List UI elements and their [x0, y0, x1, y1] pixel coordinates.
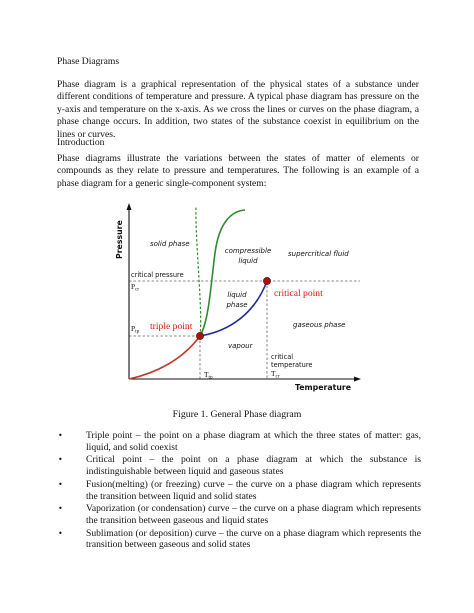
p-cr-label: $P_{cr}$	[131, 282, 140, 293]
phase-diagram-figure	[95, 201, 380, 392]
introduction-paragraph: Phase diagrams illustrate the variations between the states of matter of elements or compounds as they relate to pressure and temperatures. The following is an example of a phase diagram for a generic single-component system:	[57, 153, 419, 189]
x-axis-label: Temperature	[294, 383, 352, 392]
critical-pressure-label: critical pressure	[131, 271, 184, 279]
bullet-icon: •	[58, 455, 63, 465]
bullet-icon: •	[58, 528, 63, 538]
page-title: Phase Diagrams	[57, 56, 120, 67]
vapour-label: vapour	[228, 342, 253, 350]
compressible-liquid-label: liquid	[238, 257, 258, 265]
gaseous-phase-label: gaseous phase	[293, 321, 346, 329]
supercritical-fluid-label: supercritical fluid	[288, 250, 349, 258]
critical-point-label: critical point	[274, 288, 323, 299]
sublimation-curve	[129, 336, 200, 379]
list-item: • Triple point – the point on a phase diagram at which the three states of matter: gas, liquid, and solid coexist	[58, 430, 421, 453]
critical-point-marker	[263, 277, 270, 284]
intro-paragraph: Phase diagram is a graphical representation of the physical states of a substance under different conditions of temperature and pressure. A typical phase diagram has pressure on the y-axis and temperature on the x-axis. As we cross the lines or curves on the phase diagram, a phase change occurs. In addition, two states of the substance coexist in equilibrium on the lines or curves.	[57, 79, 419, 140]
y-axis-label: Pressure	[115, 220, 124, 259]
critical-temperature-label: critical	[271, 353, 294, 361]
bullet-icon: •	[58, 504, 63, 514]
liquid-label: liquid	[227, 291, 247, 299]
list-item: • Critical point – the point on a phase diagram at which the substance is indistinguishable between liquid and gaseous states	[58, 454, 421, 478]
bullet-icon: •	[58, 431, 63, 440]
triple-point-label: triple point	[150, 321, 193, 332]
triple-point-marker	[196, 332, 203, 339]
x-axis-arrow	[354, 377, 361, 382]
solid-phase-label: solid phase	[150, 240, 190, 248]
t-cr-label: $T_{cr}$	[271, 369, 280, 380]
definition-list	[57, 430, 421, 552]
compressible-label: compressible	[224, 247, 272, 255]
p-tp-label: $P_{tp}$	[131, 324, 140, 335]
section-heading-introduction: Introduction	[57, 137, 105, 148]
liquid-phase-label: phase	[226, 301, 248, 309]
bullet-icon: •	[58, 479, 63, 489]
list-item: • Sublimation (or deposition) curve – the curve on a phase diagram which represents the transition between gaseous and solid states	[58, 527, 421, 551]
t-tp-label: $T_{tp}$	[204, 370, 213, 381]
anomalous-fusion-curve	[196, 207, 201, 336]
list-item: • Vaporization (or condensation) curve – the curve on a phase diagram which represents the transition between gaseous and liquid states	[58, 503, 421, 526]
y-axis-arrow	[127, 203, 132, 210]
list-item: • Fusion(melting) (or freezing) curve – the curve on a phase diagram which represents the transition between liquid and solid states	[58, 478, 421, 502]
figure-caption: Figure 1. General Phase diagram	[172, 409, 302, 420]
critical-temperature-label-2: temperature	[271, 361, 313, 369]
